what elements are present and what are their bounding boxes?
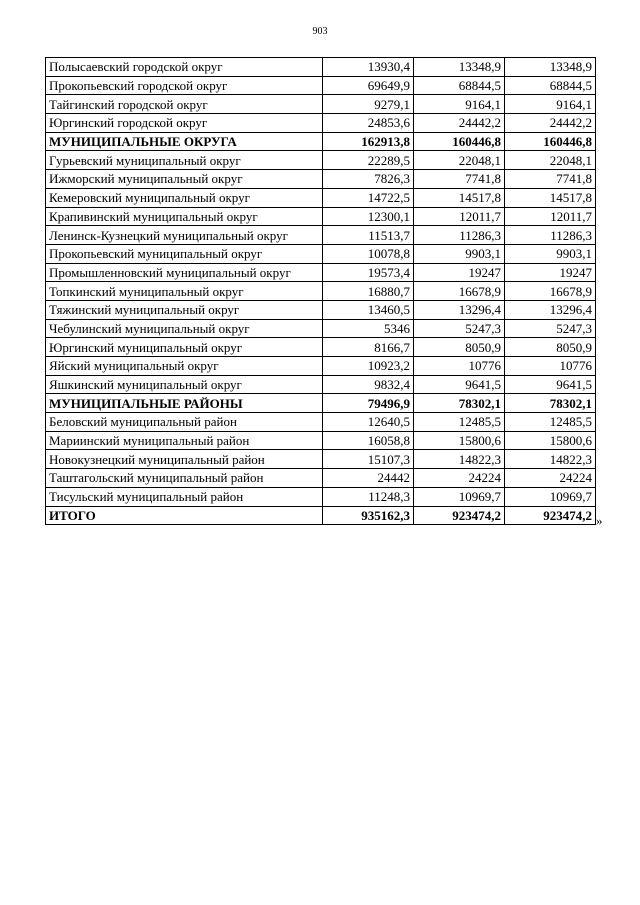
table-row	[46, 300, 596, 319]
row-value-1-cell: 5346	[323, 319, 414, 338]
table-row	[46, 114, 596, 133]
table-row	[46, 431, 596, 450]
row-value-2-cell: 68844,5	[414, 76, 505, 95]
row-name-cell: Тайгинский городской округ	[46, 95, 323, 114]
row-value-2-cell: 5247,3	[414, 319, 505, 338]
row-name-cell: Юргинский муниципальный округ	[46, 338, 323, 357]
row-value-1-cell: 10078,8	[323, 244, 414, 263]
row-value-1-cell: 15107,3	[323, 450, 414, 469]
row-value-2-cell: 24442,2	[414, 114, 505, 133]
row-value-3-cell: 10776	[505, 357, 596, 376]
row-value-1-cell: 69649,9	[323, 76, 414, 95]
row-value-2-cell: 9641,5	[414, 375, 505, 394]
row-name-cell: Яшкинский муниципальный округ	[46, 375, 323, 394]
row-value-2-cell: 14517,8	[414, 188, 505, 207]
row-name-cell: ИТОГО	[46, 506, 323, 525]
row-value-2-cell: 9164,1	[414, 95, 505, 114]
row-value-1-cell: 24442	[323, 469, 414, 488]
table-row	[46, 151, 596, 170]
row-name-cell: Прокопьевский муниципальный округ	[46, 244, 323, 263]
row-value-3-cell: 923474,2	[505, 506, 596, 525]
table-row	[46, 413, 596, 432]
table-row	[46, 188, 596, 207]
row-value-3-cell: 7741,8	[505, 170, 596, 189]
row-value-3-cell: 24442,2	[505, 114, 596, 133]
row-value-1-cell: 12300,1	[323, 207, 414, 226]
row-value-1-cell: 22289,5	[323, 151, 414, 170]
row-value-3-cell: 78302,1	[505, 394, 596, 413]
row-value-1-cell: 13460,5	[323, 300, 414, 319]
row-value-2-cell: 9903,1	[414, 244, 505, 263]
table-row	[46, 450, 596, 469]
row-name-cell: Крапивинский муниципальный округ	[46, 207, 323, 226]
row-value-2-cell: 8050,9	[414, 338, 505, 357]
row-value-1-cell: 162913,8	[323, 132, 414, 151]
row-value-1-cell: 24853,6	[323, 114, 414, 133]
row-value-2-cell: 10776	[414, 357, 505, 376]
row-name-cell: Яйский муниципальный округ	[46, 357, 323, 376]
row-name-cell: Промышленновский муниципальный округ	[46, 263, 323, 282]
row-value-1-cell: 935162,3	[323, 506, 414, 525]
row-value-3-cell: 160446,8	[505, 132, 596, 151]
table-row	[46, 357, 596, 376]
row-value-1-cell: 19573,4	[323, 263, 414, 282]
row-value-2-cell: 7741,8	[414, 170, 505, 189]
table-row	[46, 487, 596, 506]
row-name-cell: МУНИЦИПАЛЬНЫЕ РАЙОНЫ	[46, 394, 323, 413]
row-name-cell: Таштагольский муниципальный район	[46, 469, 323, 488]
row-name-cell: Ижморский муниципальный округ	[46, 170, 323, 189]
page-number: 903	[312, 26, 328, 37]
table-row	[46, 226, 596, 245]
row-value-2-cell: 14822,3	[414, 450, 505, 469]
row-value-1-cell: 7826,3	[323, 170, 414, 189]
table-row	[46, 319, 596, 338]
row-value-1-cell: 8166,7	[323, 338, 414, 357]
row-value-2-cell: 19247	[414, 263, 505, 282]
row-name-cell: Кемеровский муниципальный округ	[46, 188, 323, 207]
row-value-3-cell: 13348,9	[505, 58, 596, 77]
table-row	[46, 207, 596, 226]
table-row	[46, 170, 596, 189]
row-value-1-cell: 14722,5	[323, 188, 414, 207]
row-value-3-cell: 12485,5	[505, 413, 596, 432]
row-value-3-cell: 9164,1	[505, 95, 596, 114]
table-row	[46, 506, 596, 525]
row-value-1-cell: 12640,5	[323, 413, 414, 432]
row-name-cell: Полысаевский городской округ	[46, 58, 323, 77]
row-name-cell: Чебулинский муниципальный округ	[46, 319, 323, 338]
row-value-3-cell: 16678,9	[505, 282, 596, 301]
row-name-cell: Гурьевский муниципальный округ	[46, 151, 323, 170]
row-value-3-cell: 14822,3	[505, 450, 596, 469]
row-name-cell: Тисульский муниципальный район	[46, 487, 323, 506]
table-row	[46, 58, 596, 77]
closing-quote-mark: »	[596, 513, 603, 528]
budget-table	[45, 57, 596, 525]
table-row	[46, 469, 596, 488]
row-value-2-cell: 24224	[414, 469, 505, 488]
table-row	[46, 95, 596, 114]
row-value-3-cell: 24224	[505, 469, 596, 488]
table-row	[46, 263, 596, 282]
row-value-3-cell: 22048,1	[505, 151, 596, 170]
row-name-cell: Прокопьевский городской округ	[46, 76, 323, 95]
row-value-2-cell: 11286,3	[414, 226, 505, 245]
row-value-3-cell: 11286,3	[505, 226, 596, 245]
table-body	[46, 58, 596, 525]
row-value-3-cell: 15800,6	[505, 431, 596, 450]
row-value-2-cell: 13296,4	[414, 300, 505, 319]
row-value-1-cell: 9279,1	[323, 95, 414, 114]
table-row	[46, 132, 596, 151]
row-name-cell: Беловский муниципальный район	[46, 413, 323, 432]
row-value-1-cell: 13930,4	[323, 58, 414, 77]
row-value-1-cell: 16880,7	[323, 282, 414, 301]
row-value-1-cell: 16058,8	[323, 431, 414, 450]
table-row	[46, 394, 596, 413]
row-value-1-cell: 79496,9	[323, 394, 414, 413]
row-value-3-cell: 19247	[505, 263, 596, 282]
row-value-2-cell: 10969,7	[414, 487, 505, 506]
row-value-3-cell: 14517,8	[505, 188, 596, 207]
row-value-3-cell: 12011,7	[505, 207, 596, 226]
row-value-2-cell: 13348,9	[414, 58, 505, 77]
row-value-1-cell: 11513,7	[323, 226, 414, 245]
table-row	[46, 375, 596, 394]
table-row	[46, 76, 596, 95]
table-row	[46, 244, 596, 263]
row-value-3-cell: 13296,4	[505, 300, 596, 319]
row-value-3-cell: 8050,9	[505, 338, 596, 357]
row-value-3-cell: 9641,5	[505, 375, 596, 394]
row-value-1-cell: 10923,2	[323, 357, 414, 376]
table-row	[46, 338, 596, 357]
row-value-3-cell: 9903,1	[505, 244, 596, 263]
row-value-2-cell: 15800,6	[414, 431, 505, 450]
row-value-2-cell: 22048,1	[414, 151, 505, 170]
row-value-2-cell: 78302,1	[414, 394, 505, 413]
row-value-3-cell: 10969,7	[505, 487, 596, 506]
row-name-cell: Мариинский муниципальный район	[46, 431, 323, 450]
row-value-2-cell: 16678,9	[414, 282, 505, 301]
row-value-3-cell: 5247,3	[505, 319, 596, 338]
row-value-1-cell: 9832,4	[323, 375, 414, 394]
row-name-cell: Ленинск-Кузнецкий муниципальный округ	[46, 226, 323, 245]
row-name-cell: Новокузнецкий муниципальный район	[46, 450, 323, 469]
row-name-cell: Топкинский муниципальный округ	[46, 282, 323, 301]
row-name-cell: Тяжинский муниципальный округ	[46, 300, 323, 319]
row-name-cell: Юргинский городской округ	[46, 114, 323, 133]
row-value-3-cell: 68844,5	[505, 76, 596, 95]
row-name-cell: МУНИЦИПАЛЬНЫЕ ОКРУГА	[46, 132, 323, 151]
row-value-2-cell: 12485,5	[414, 413, 505, 432]
table-row	[46, 282, 596, 301]
row-value-2-cell: 12011,7	[414, 207, 505, 226]
row-value-1-cell: 11248,3	[323, 487, 414, 506]
row-value-2-cell: 923474,2	[414, 506, 505, 525]
row-value-2-cell: 160446,8	[414, 132, 505, 151]
